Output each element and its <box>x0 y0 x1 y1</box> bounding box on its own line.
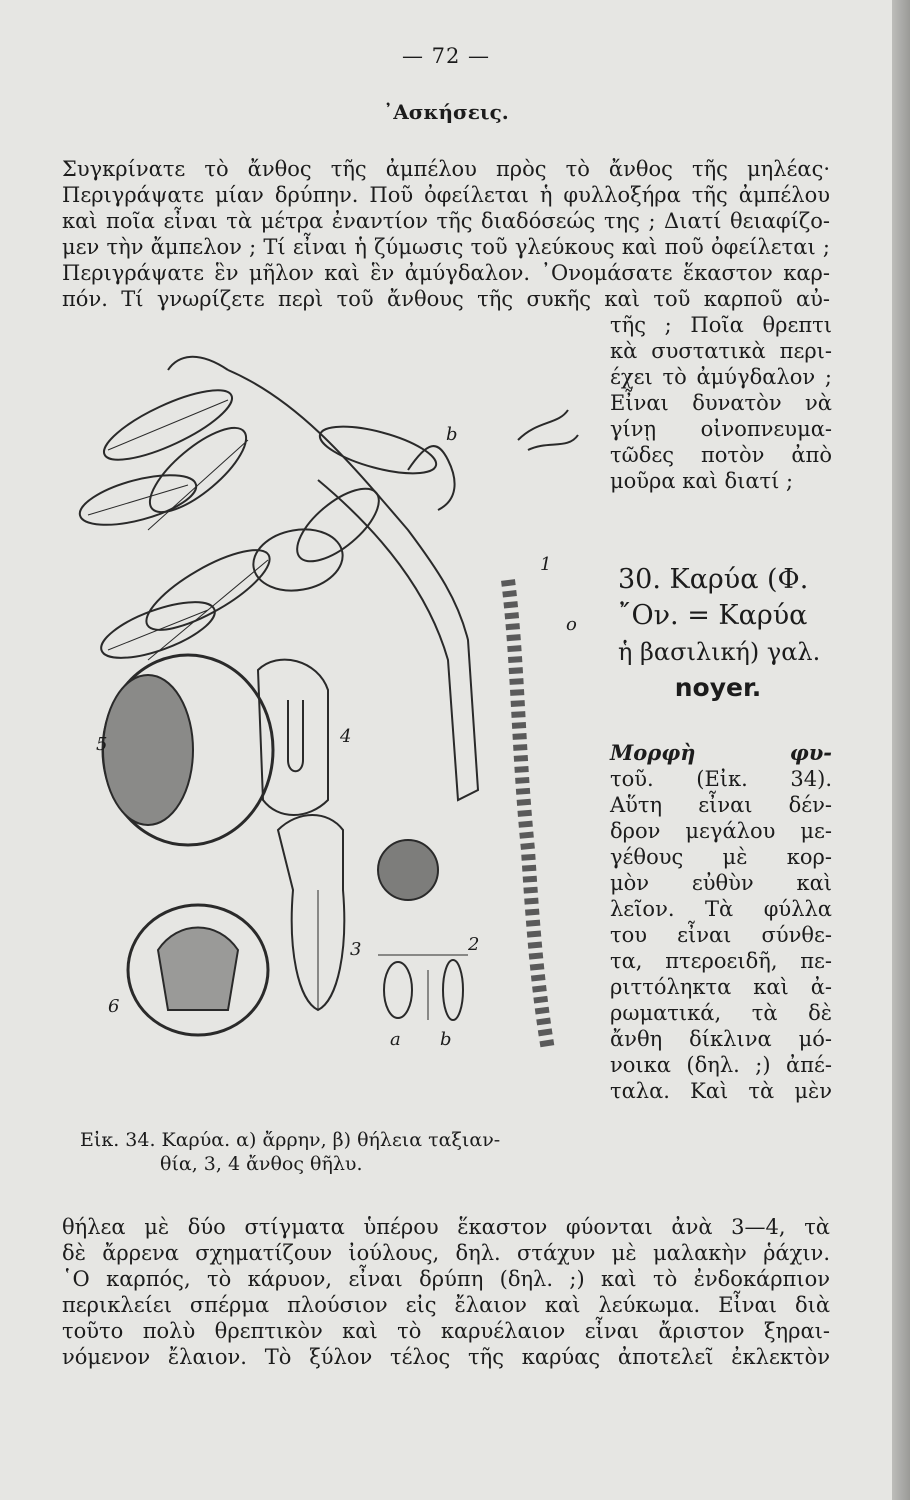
side-text-line: γίνῃ οἰνοπνευμα- <box>610 417 832 441</box>
section-title-line: ῎Ον. = Καρύα <box>618 600 808 631</box>
figure-label: o <box>566 614 577 635</box>
body-line: νόμενον ἔλαιον. Τὸ ξύλον τέλος τῆς καρύας ἀποτελεῖ ἐκλεκτὸν <box>62 1345 830 1369</box>
exercise-line: καὶ ποῖα εἶναι τὰ μέτρα ἐναντίον τῆς διαδόσεώς της ; Διατί θειαφίζο- <box>62 209 830 233</box>
figure-caption-line: θία, 3, 4 ἄνθος θῆλυ. <box>160 1153 363 1175</box>
side-text-line: έχει τὸ ἀμύγδαλον ; <box>610 365 832 389</box>
side-text-line: κὰ συστατικὰ περι- <box>610 339 832 363</box>
side-text-line: μοῦρα καὶ διατί ; <box>610 469 794 493</box>
side-text-line: ταλα. Καὶ τὰ μὲν <box>610 1079 832 1103</box>
book-spine-edge <box>892 0 910 1500</box>
figure-label: 4 <box>340 726 352 747</box>
walnut-illustration <box>78 330 618 1090</box>
figure-label: 2 <box>468 934 480 955</box>
side-text-line: Αὕτη εἶναι δέν- <box>610 793 832 817</box>
page-number: — 72 — <box>401 44 491 68</box>
body-line: θήλεα μὲ δύο στίγματα ὑπέρου ἕκαστον φύονται ἀνὰ 3—4, τὰ <box>62 1215 830 1239</box>
body-line: τοῦτο πολὺ θρεπτικὸν καὶ τὸ καρυέλαιον εἶναι ἄριστον ξηραι- <box>62 1319 830 1343</box>
body-line: δὲ ἄρρενα σχηματίζουν ἰούλους, δηλ. στάχυν μὲ μαλακὴν ῥάχιν. <box>62 1241 830 1265</box>
exercise-line: Συγκρίνατε τὸ ἄνθος τῆς ἀμπέλου πρὸς τὸ ἄνθος τῆς μηλέας· <box>62 157 830 181</box>
side-text-line: μὸν εὐθὺν καὶ <box>610 871 832 895</box>
exercise-line: πόν. Τί γνωρίζετε περὶ τοῦ ἄνθους τῆς συκῆς καὶ τοῦ καρποῦ αὐ- <box>62 287 830 311</box>
exercise-line: Περιγράψατε ἓν μῆλον καὶ ἓν ἀμύγδαλον. ᾿Ονομάσατε ἕκαστον καρ- <box>62 261 830 285</box>
side-text-line: γέθους μὲ κορ- <box>610 845 832 869</box>
side-text-line: τα, πτεροειδῆ, πε- <box>610 949 832 973</box>
side-text-line: τῆς ; Ποῖα θρεπτι <box>610 313 832 337</box>
figure-label: 3 <box>350 939 362 960</box>
body-line: περικλείει σπέρμα πλούσιον εἰς ἔλαιον καὶ λεύκωμα. Εἶναι διὰ <box>62 1293 830 1317</box>
side-text-line: ἄνθη δίκλινα μό- <box>610 1027 832 1051</box>
figure-label: b <box>446 424 458 445</box>
side-text-line: δρον μεγάλου με- <box>610 819 832 843</box>
side-text-line: Εἶναι δυνατὸν νὰ <box>610 391 832 415</box>
section-title <box>618 562 840 706</box>
section-title-line: 30. Καρύα (Φ. <box>618 564 809 595</box>
figure-label: 1 <box>540 554 552 575</box>
side-text-line: Μορφὴ φυ- <box>610 740 832 765</box>
figure-caption-line: Εἰκ. 34. Καρύα. α) ἄρρην, β) θήλεια ταξιαν- <box>80 1129 501 1151</box>
body-line: ῾Ο καρπός, τὸ κάρυον, εἶναι δρύπη (δηλ. ;) καὶ τὸ ἐνδοκάρπιον <box>62 1267 830 1291</box>
section-french-name: noyer. <box>674 673 762 702</box>
figure-label: b <box>440 1029 452 1050</box>
side-text-line: λεῖον. Τὰ φύλλα <box>610 897 832 921</box>
figure-label: 6 <box>108 996 120 1017</box>
side-text-line: ρωματικά, τὰ δὲ <box>610 1001 832 1025</box>
side-text-line: νοικα (δηλ. ;) ἀπέ- <box>610 1053 832 1077</box>
side-text-line: τοῦ. (Εἰκ. 34). <box>610 767 832 791</box>
section-title-line: ἡ βασιλική) γαλ. <box>618 638 821 666</box>
figure-label: a <box>390 1029 401 1050</box>
side-text-line: ριττόληκτα καὶ ἀ- <box>610 975 832 999</box>
exercise-line: μεν τὴν ἄμπελον ; Τί εἶναι ἡ ζύμωσις τοῦ γλεύκους καὶ ποῦ ὀφείλεται ; <box>62 235 830 259</box>
side-text-line: τῶδες ποτὸν ἀπὸ <box>610 443 832 467</box>
section-heading: ᾿Ασκήσεις. <box>383 100 509 124</box>
side-text-line: του εἶναι σύνθε- <box>610 923 832 947</box>
figure-label: 5 <box>96 734 108 755</box>
exercise-line: Περιγράψατε μίαν δρύπην. Ποῦ ὀφείλεται ἡ φυλλοξήρα τῆς ἀμπέλου <box>62 183 830 207</box>
